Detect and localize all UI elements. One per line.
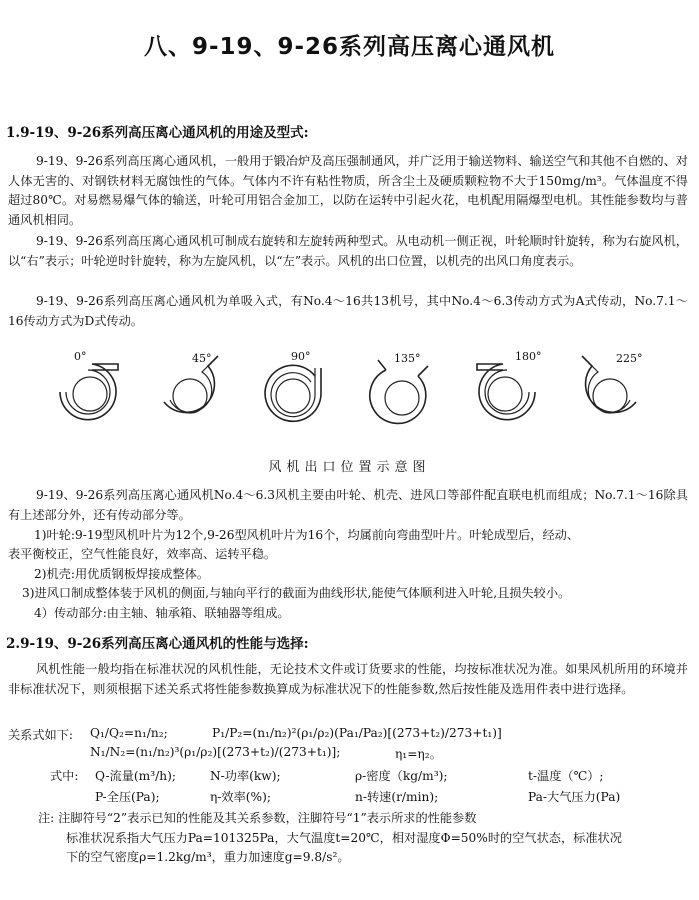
note-line-2: 标准状况系指大气压力Pa=101325Pa，大气温度t=20℃，相对湿度Φ=50%时的空气状态，标准状况 xyxy=(66,831,622,845)
page-title: 八、9-19、9-26系列高压离心通风机 xyxy=(143,34,556,60)
fan-outlet-45deg xyxy=(140,348,240,436)
fan-outlet-225deg xyxy=(560,348,660,436)
symbol-power: N-功率(kw); xyxy=(210,769,281,783)
list-item: 2)机壳:用优质钢板焊接成整体。 xyxy=(34,567,210,581)
note-line-3: 下的空气密度ρ=1.2kg/m³，重力加速度g=9.8/s²。 xyxy=(66,850,350,864)
formula-power: N₁/N₂=(n₁/n₂)³(ρ₁/ρ₂)[(273+t₂)/(273+t₁)]; xyxy=(90,745,341,759)
formula-pressure: P₁/P₂=(n₁/n₂)²(ρ₁/ρ₂)(Pa₁/Pa₂)[(273+t₂)/273+t₁)] xyxy=(212,726,502,740)
fan-outlet-90deg xyxy=(245,348,345,436)
angle-label: 45° xyxy=(192,352,212,365)
angle-label: 0° xyxy=(74,350,87,363)
symbol-speed: n-转速(r/min); xyxy=(355,790,439,804)
list-item: 4）传动部分:由主轴、轴承箱、联轴器等组成。 xyxy=(34,606,290,620)
fan-outlet-135deg xyxy=(350,348,450,436)
section-2-heading: 2.9-19、9-26系列高压离心通风机的性能与选择: xyxy=(6,636,309,652)
formula-flow: Q₁/Q₂=n₁/n₂; xyxy=(90,726,168,740)
section-2-paragraph-1: 风机性能一般均指在标准状况的风机性能，无论技术文件或订货要求的性能，均按标准状况为准。如果风机所用的环境并非标准状况下，则须根据下述关系式将性能参数换算成为标准状况下的性能参数,然后按性能及选用件表中进行选择。 xyxy=(8,662,688,696)
note-line-1: 注: 注脚符号“2”表示已知的性能及其关系参数，注脚符号“1”表示所求的性能参数 xyxy=(38,811,477,825)
symbol-flow: Q-流量(m³/h); xyxy=(95,769,176,783)
relation-label: 关系式如下: xyxy=(8,728,74,742)
list-item: 3)进风口制成整体装于风机的侧面,与轴向平行的截面为曲线形状,能使气体顺利进入叶轮,且损失较小。 xyxy=(22,586,571,600)
symbol-atm-pressure: Pa-大气压力(Pa) xyxy=(528,790,621,804)
angle-label: 225° xyxy=(616,352,643,365)
where-label: 式中: xyxy=(50,769,79,783)
list-item: 表平衡校正，空气性能良好，效率高、运转平稳。 xyxy=(8,547,277,561)
section-1-paragraph-1: 9-19、9-26系列高压离心通风机，一般用于锻冶炉及高压强制通风，并广泛用于输送物料、输送空气和其他不自燃的、对人体无害的、对钢铁材料无腐蚀性的气体。气体内不许有粘性物质，所含尘土及硬质颗粒物不大于150mg/m³。气体温度不得超过80℃。对易燃易爆气体的输送，叶轮可用铝合金加工，以防在运转中引起火花，电机配用隔爆型电机。其性能参数均与普通风机相同。 xyxy=(8,154,688,227)
list-item: 1)叶轮:9-19型风机叶片为12个,9-26型风机叶片为16个，均属前向弯曲型叶片。叶轮成型后，经动、 xyxy=(34,528,580,542)
symbol-temperature: t-温度（℃）; xyxy=(528,769,604,783)
fan-outlet-0deg xyxy=(40,348,140,436)
angle-label: 135° xyxy=(394,352,421,365)
symbol-density: ρ-密度（kg/m³); xyxy=(355,769,448,783)
section-1-paragraph-3: 9-19、9-26系列高压离心通风机为单吸入式，有No.4～16共13机号，其中No.4～6.3传动方式为A式传动，No.7.1～16传动方式为D式传动。 xyxy=(8,294,688,328)
composition-paragraph: 9-19、9-26系列高压离心通风机No.4～6.3风机主要由叶轮、机壳、进风口等部件配直联电机而组成；No.7.1～16除具有上述部分外，还有传动部分等。 xyxy=(8,488,688,522)
fan-outlet-diagram xyxy=(40,348,670,436)
fan-outlet-180deg xyxy=(455,348,555,436)
figure-caption: 风机出口位置示意图 xyxy=(268,460,431,475)
angle-label: 90° xyxy=(291,350,311,363)
symbol-efficiency: η-效率(%); xyxy=(210,790,271,804)
symbol-pressure: P-全压(Pa); xyxy=(95,790,160,804)
formula-efficiency: η₁=η₂。 xyxy=(395,747,442,761)
angle-label: 180° xyxy=(515,350,542,363)
section-1-paragraph-2: 9-19、9-26系列高压离心通风机可制成右旋转和左旋转两种型式。从电动机一侧正视，叶轮顺时针旋转，称为右旋风机，以“右”表示；叶轮逆时针旋转，称为左旋风机，以“左”表示。风机的出口位置，以机壳的出风口角度表示。 xyxy=(8,234,688,268)
section-1-heading: 1.9-19、9-26系列高压离心通风机的用途及型式: xyxy=(6,125,309,141)
